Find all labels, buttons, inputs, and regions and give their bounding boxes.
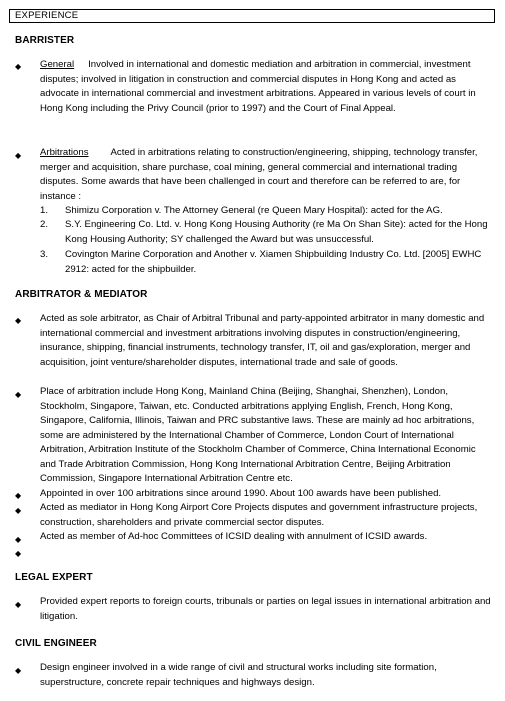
legal-expert-heading: LEGAL EXPERT <box>15 572 93 583</box>
arbitrator-item: Place of arbitration include Hong Kong, Mainland China (Beijing, Shanghai, Shenzhen), London, Stockholm, Singapore, Taiwan, etc. Conducted arbitrations applying English, French, Hong Kong, Singapore, California, Illinois, Taiwan and PRC substantive laws. These are mainly ad hoc arbitrations, some are administered by the International Chamber of Commerce, London Court of International Arbitration, Arbitration Institute of the Stockholm Chamber of Commerce, China International Economic and Trade Arbitration Commission, Hong Kong International Arbitration Centre, Beijing Arbitration Commission, Singapore International Arbitration Centre etc. <box>40 386 476 484</box>
arbitrator-item: Acted as member of Ad-hoc Committees of ICSID dealing with annulment of ICSID awards. <box>40 531 428 542</box>
case-text: Covington Marine Corporation and Another v. Xiamen Shipbuilding Industry Co. Ltd. [2005] EWHC 2912: acted for the shipbuilder. <box>65 249 482 275</box>
general-text: Involved in international and domestic mediation and arbitration in commercial, investment disputes; involved in litigation in construction and commercial disputes in Hong Kong and acted as advocate in international commercial and investment arbitrations. Appeared in various levels of court in Hong Kong including the Privy Council (prior to 1997) and the Court of Final Appeal. <box>40 59 476 114</box>
legal-expert-item: Provided expert reports to foreign courts, tribunals or parties on legal issues in international arbitration and litigation. <box>40 596 491 622</box>
case-number: 3. <box>40 249 49 260</box>
civil-engineer-heading: CIVIL ENGINEER <box>15 638 97 649</box>
section-title: EXPERIENCE <box>15 10 79 21</box>
case-text: S.Y. Engineering Co. Ltd. v. Hong Kong Housing Authority (re Ma On Shan Site): acted for the Hong Kong Housing Authority; SY challenged the Award but was unsuccessful. <box>65 219 488 245</box>
bullet-icon: ◆ <box>15 535 22 544</box>
civil-engineer-item: Design engineer involved in a wide range of civil and structural works including site formation, superstructure, concrete repair techniques and highways design. <box>40 662 437 688</box>
section-title-box <box>9 9 495 23</box>
bullet-icon: ◆ <box>15 316 22 325</box>
arbitrations-text: Acted in arbitrations relating to construction/engineering, shipping, technology transfer, merger and acquisition, share purchase, coal mining, general commercial and international trading disputes. Some awards that have been challenged in court and therefore can be referred to are, for instance : <box>40 147 478 202</box>
bullet-icon: ◆ <box>15 62 22 71</box>
arbitrator-item: Appointed in over 100 arbitrations since around 1990. About 100 awards have been published. <box>40 488 442 499</box>
bullet-icon: ◆ <box>15 549 22 558</box>
arbitrator-item: Acted as sole arbitrator, as Chair of Arbitral Tribunal and party-appointed arbitrator in many domestic and international commercial and investment arbitrations involving disputes in construction/engineering, insurance, shipping, financial instruments, technology transfer, IT, oil and gas/exploration, merger and acquisition, joint venture/shareholder disputes, international trade and sale of goods. <box>40 313 485 368</box>
bullet-icon: ◆ <box>15 506 22 515</box>
bullet-icon: ◆ <box>15 151 22 160</box>
bullet-icon: ◆ <box>15 600 22 609</box>
barrister-arbitrations-paragraph <box>40 146 492 204</box>
barrister-general-paragraph <box>40 58 492 116</box>
case-number: 2. <box>40 219 49 230</box>
arbitrator-item: Acted as mediator in Hong Kong Airport Core Projects disputes and government infrastructure projects, construction, shareholders and private commercial sector disputes. <box>40 502 478 528</box>
general-label: General <box>40 59 75 70</box>
bullet-icon: ◆ <box>15 491 22 500</box>
case-number: 1. <box>40 205 49 216</box>
barrister-heading: BARRISTER <box>15 35 75 46</box>
arbitrator-heading: ARBITRATOR & MEDIATOR <box>15 289 148 300</box>
arbitrations-label: Arbitrations <box>40 147 89 158</box>
bullet-icon: ◆ <box>15 666 22 675</box>
bullet-icon: ◆ <box>15 390 22 399</box>
case-text: Shimizu Corporation v. The Attorney General (re Queen Mary Hospital): acted for the AG. <box>65 205 443 216</box>
